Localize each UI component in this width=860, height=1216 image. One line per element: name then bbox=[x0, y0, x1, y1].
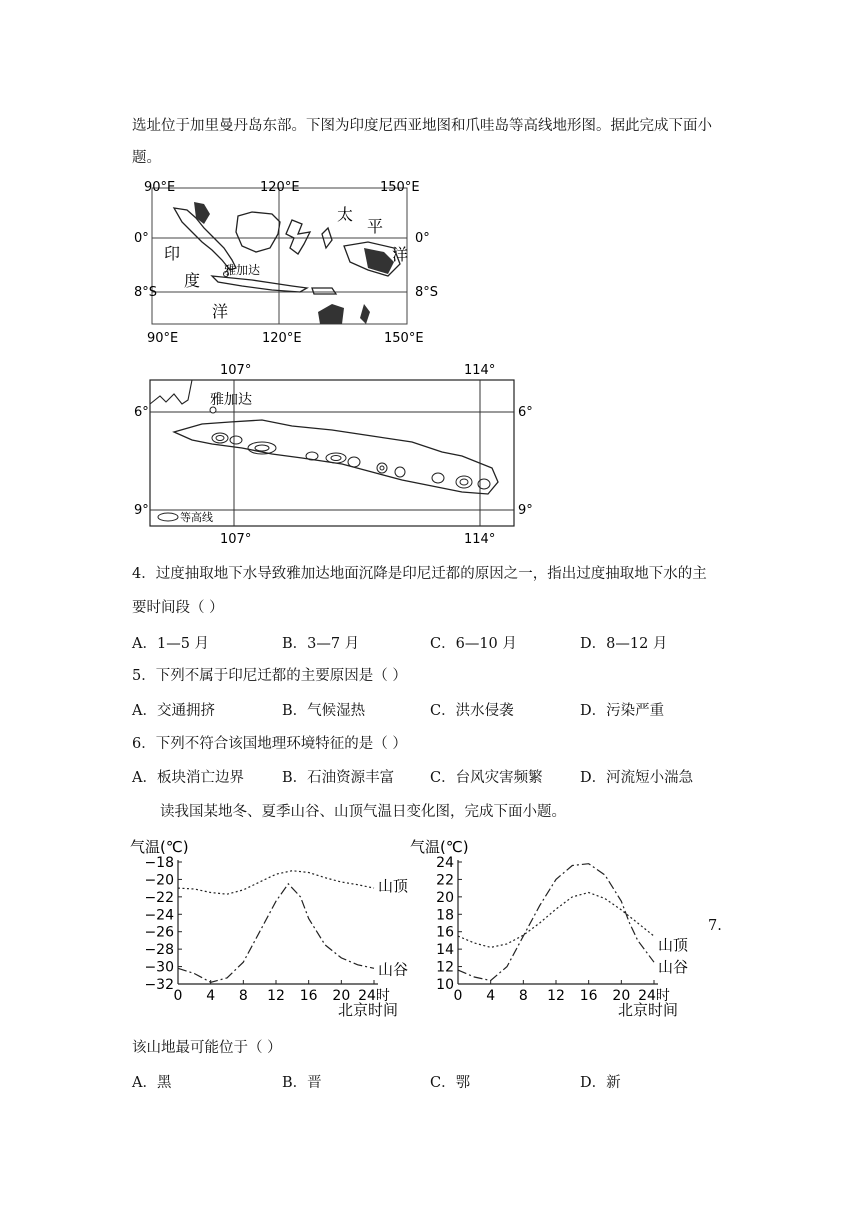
chart0-xtick-label: 0 bbox=[173, 988, 183, 1004]
chart1-series-label-valley: 山谷 bbox=[658, 958, 689, 977]
indian-label-1: 印 bbox=[164, 244, 181, 263]
map1-lon-120-top: 120°E bbox=[260, 180, 300, 195]
chart1-xtick-label: 12 bbox=[547, 988, 565, 1004]
map2-lat-9-left: 9° bbox=[134, 503, 149, 518]
chart0-xtick-label: 8 bbox=[238, 988, 248, 1004]
chart1-ytick-label: 12 bbox=[436, 959, 454, 976]
q7-option-d[interactable]: D．新 bbox=[580, 1075, 621, 1091]
chart0-xtick-label: 16 bbox=[299, 988, 318, 1004]
q7-option-b[interactable]: B．晋 bbox=[282, 1075, 322, 1091]
q4-stem-line-2: 要时间段（ ） bbox=[132, 600, 224, 616]
chart0-series-summit-line bbox=[178, 871, 374, 895]
q7-option-c[interactable]: C．鄂 bbox=[430, 1075, 471, 1091]
jakarta-label: 雅加达 bbox=[224, 263, 261, 277]
q6-option-b[interactable]: B．石油资源丰富 bbox=[282, 770, 395, 786]
chart0-ylabel: 气温(℃) bbox=[130, 838, 189, 856]
q4-option-a[interactable]: A．1—5 月 bbox=[132, 636, 210, 652]
map1-lon-150-bottom: 150°E bbox=[384, 331, 424, 346]
map1-lon-120-bottom: 120°E bbox=[262, 331, 302, 346]
chart1-xtick-label: 24时 bbox=[638, 988, 670, 1004]
indian-label-3: 洋 bbox=[212, 302, 229, 321]
q7-stem: 该山地最可能位于（ ） bbox=[132, 1040, 282, 1056]
pacific-label-1: 太 bbox=[337, 205, 354, 224]
intro-line-1: 选址位于加里曼丹岛东部。下图为印度尼西亚地图和爪哇岛等高线地形图。据此完成下面小 bbox=[132, 118, 712, 134]
chart1-xtick-label: 20 bbox=[612, 988, 631, 1004]
q5-option-b[interactable]: B．气候湿热 bbox=[282, 703, 366, 719]
q6-option-a[interactable]: A．板块消亡边界 bbox=[132, 770, 244, 786]
intro-line-2: 题。 bbox=[132, 150, 161, 166]
chart0-ytick-label: −22 bbox=[144, 889, 174, 906]
chart1-ytick-label: 10 bbox=[436, 977, 454, 993]
q7-number: 7. bbox=[708, 918, 722, 934]
chart1-ytick-label: 14 bbox=[436, 942, 454, 959]
map1-lat-0-right: 0° bbox=[415, 231, 430, 246]
chart0-ytick-label: −30 bbox=[144, 959, 174, 976]
reading-instruction: 读我国某地冬、夏季山谷、山顶气温日变化图，完成下面小题。 bbox=[160, 804, 566, 820]
chart0-series-label-summit: 山顶 bbox=[378, 877, 409, 896]
chart0-ytick-label: −20 bbox=[144, 872, 174, 889]
jakarta-label-map2: 雅加达 bbox=[210, 392, 252, 408]
indonesia-map bbox=[132, 172, 439, 348]
chart1-ylabel: 气温(℃) bbox=[410, 838, 469, 856]
q4-option-d[interactable]: D．8—12 月 bbox=[580, 636, 668, 652]
map2-lon-107-top: 107° bbox=[220, 363, 252, 378]
q4-stem-line-1: 4．过度抽取地下水导致雅加达地面沉降是印尼迁都的原因之一，指出过度抽取地下水的主 bbox=[132, 566, 707, 582]
chart0-ytick-label: −18 bbox=[144, 855, 174, 871]
q7-option-a[interactable]: A．黑 bbox=[132, 1075, 172, 1091]
q4-option-b[interactable]: B．3—7 月 bbox=[282, 636, 360, 652]
chart1-xtick-label: 8 bbox=[518, 988, 528, 1004]
chart1-ytick-label: 24 bbox=[436, 855, 454, 871]
map1-lat-8s-left: 8°S bbox=[134, 285, 158, 300]
chart0-xtick-label: 12 bbox=[267, 988, 285, 1004]
map2-lon-114-top: 114° bbox=[464, 363, 496, 378]
q5-option-c[interactable]: C．洪水侵袭 bbox=[430, 703, 514, 719]
chart1-ytick-label: 16 bbox=[436, 924, 454, 941]
map2-lon-114-bottom: 114° bbox=[464, 532, 496, 547]
chart0-series-label-valley: 山谷 bbox=[378, 960, 409, 979]
q6-stem: 6．下列不符合该国地理环境特征的是（ ） bbox=[132, 736, 407, 752]
winter-temperature-chart bbox=[130, 832, 415, 1022]
chart0-xtick-label: 4 bbox=[206, 988, 216, 1004]
chart0-xtick-label: 20 bbox=[332, 988, 351, 1004]
java-contour-map bbox=[132, 360, 552, 550]
chart1-ytick-label: 22 bbox=[436, 872, 454, 889]
contour-legend-label: 等高线 bbox=[180, 511, 213, 524]
map1-lon-90-bottom: 90°E bbox=[147, 331, 179, 346]
q6-option-d[interactable]: D．河流短小湍急 bbox=[580, 770, 694, 786]
map1-lon-150-top: 150°E bbox=[380, 180, 420, 195]
chart1-xtick-label: 16 bbox=[579, 988, 598, 1004]
chart1-xtick-label: 4 bbox=[486, 988, 496, 1004]
map1-lon-90-top: 90°E bbox=[144, 180, 176, 195]
chart0-series-valley-line bbox=[178, 884, 374, 983]
chart0-ytick-label: −26 bbox=[144, 924, 174, 941]
chart0-ytick-label: −24 bbox=[144, 907, 174, 924]
q5-stem: 5．下列不属于印尼迁都的主要原因是（ ） bbox=[132, 668, 407, 684]
pacific-label-2: 平 bbox=[367, 217, 384, 236]
chart0-ytick-label: −28 bbox=[144, 942, 174, 959]
map2-lon-107-bottom: 107° bbox=[220, 532, 252, 547]
map2-lat-6-right: 6° bbox=[518, 405, 533, 420]
chart1-xlabel: 北京时间 bbox=[617, 1001, 679, 1019]
chart0-xtick-label: 24时 bbox=[358, 988, 390, 1004]
map2-lat-9-right: 9° bbox=[518, 503, 533, 518]
map2-lat-6-left: 6° bbox=[134, 405, 149, 420]
chart1-series-label-summit: 山顶 bbox=[658, 936, 689, 955]
pacific-label-3: 洋 bbox=[392, 245, 409, 264]
q5-option-d[interactable]: D．污染严重 bbox=[580, 703, 665, 719]
q4-option-c[interactable]: C．6—10 月 bbox=[430, 636, 517, 652]
chart0-xlabel: 北京时间 bbox=[337, 1001, 399, 1019]
map1-lat-8s-right: 8°S bbox=[415, 285, 439, 300]
chart1-xtick-label: 0 bbox=[453, 988, 463, 1004]
q6-option-c[interactable]: C．台风灾害频繁 bbox=[430, 770, 543, 786]
summer-temperature-chart bbox=[410, 832, 710, 1022]
contour-legend-icon bbox=[158, 513, 178, 521]
chart1-ytick-label: 18 bbox=[436, 907, 454, 924]
chart1-series-summit-line bbox=[458, 893, 654, 948]
map1-lat-0-left: 0° bbox=[134, 231, 149, 246]
chart1-series-valley-line bbox=[458, 864, 654, 981]
chart0-ytick-label: −32 bbox=[144, 977, 174, 993]
chart1-ytick-label: 20 bbox=[436, 889, 454, 906]
indian-label-2: 度 bbox=[184, 271, 201, 290]
q5-option-a[interactable]: A．交通拥挤 bbox=[132, 703, 215, 719]
